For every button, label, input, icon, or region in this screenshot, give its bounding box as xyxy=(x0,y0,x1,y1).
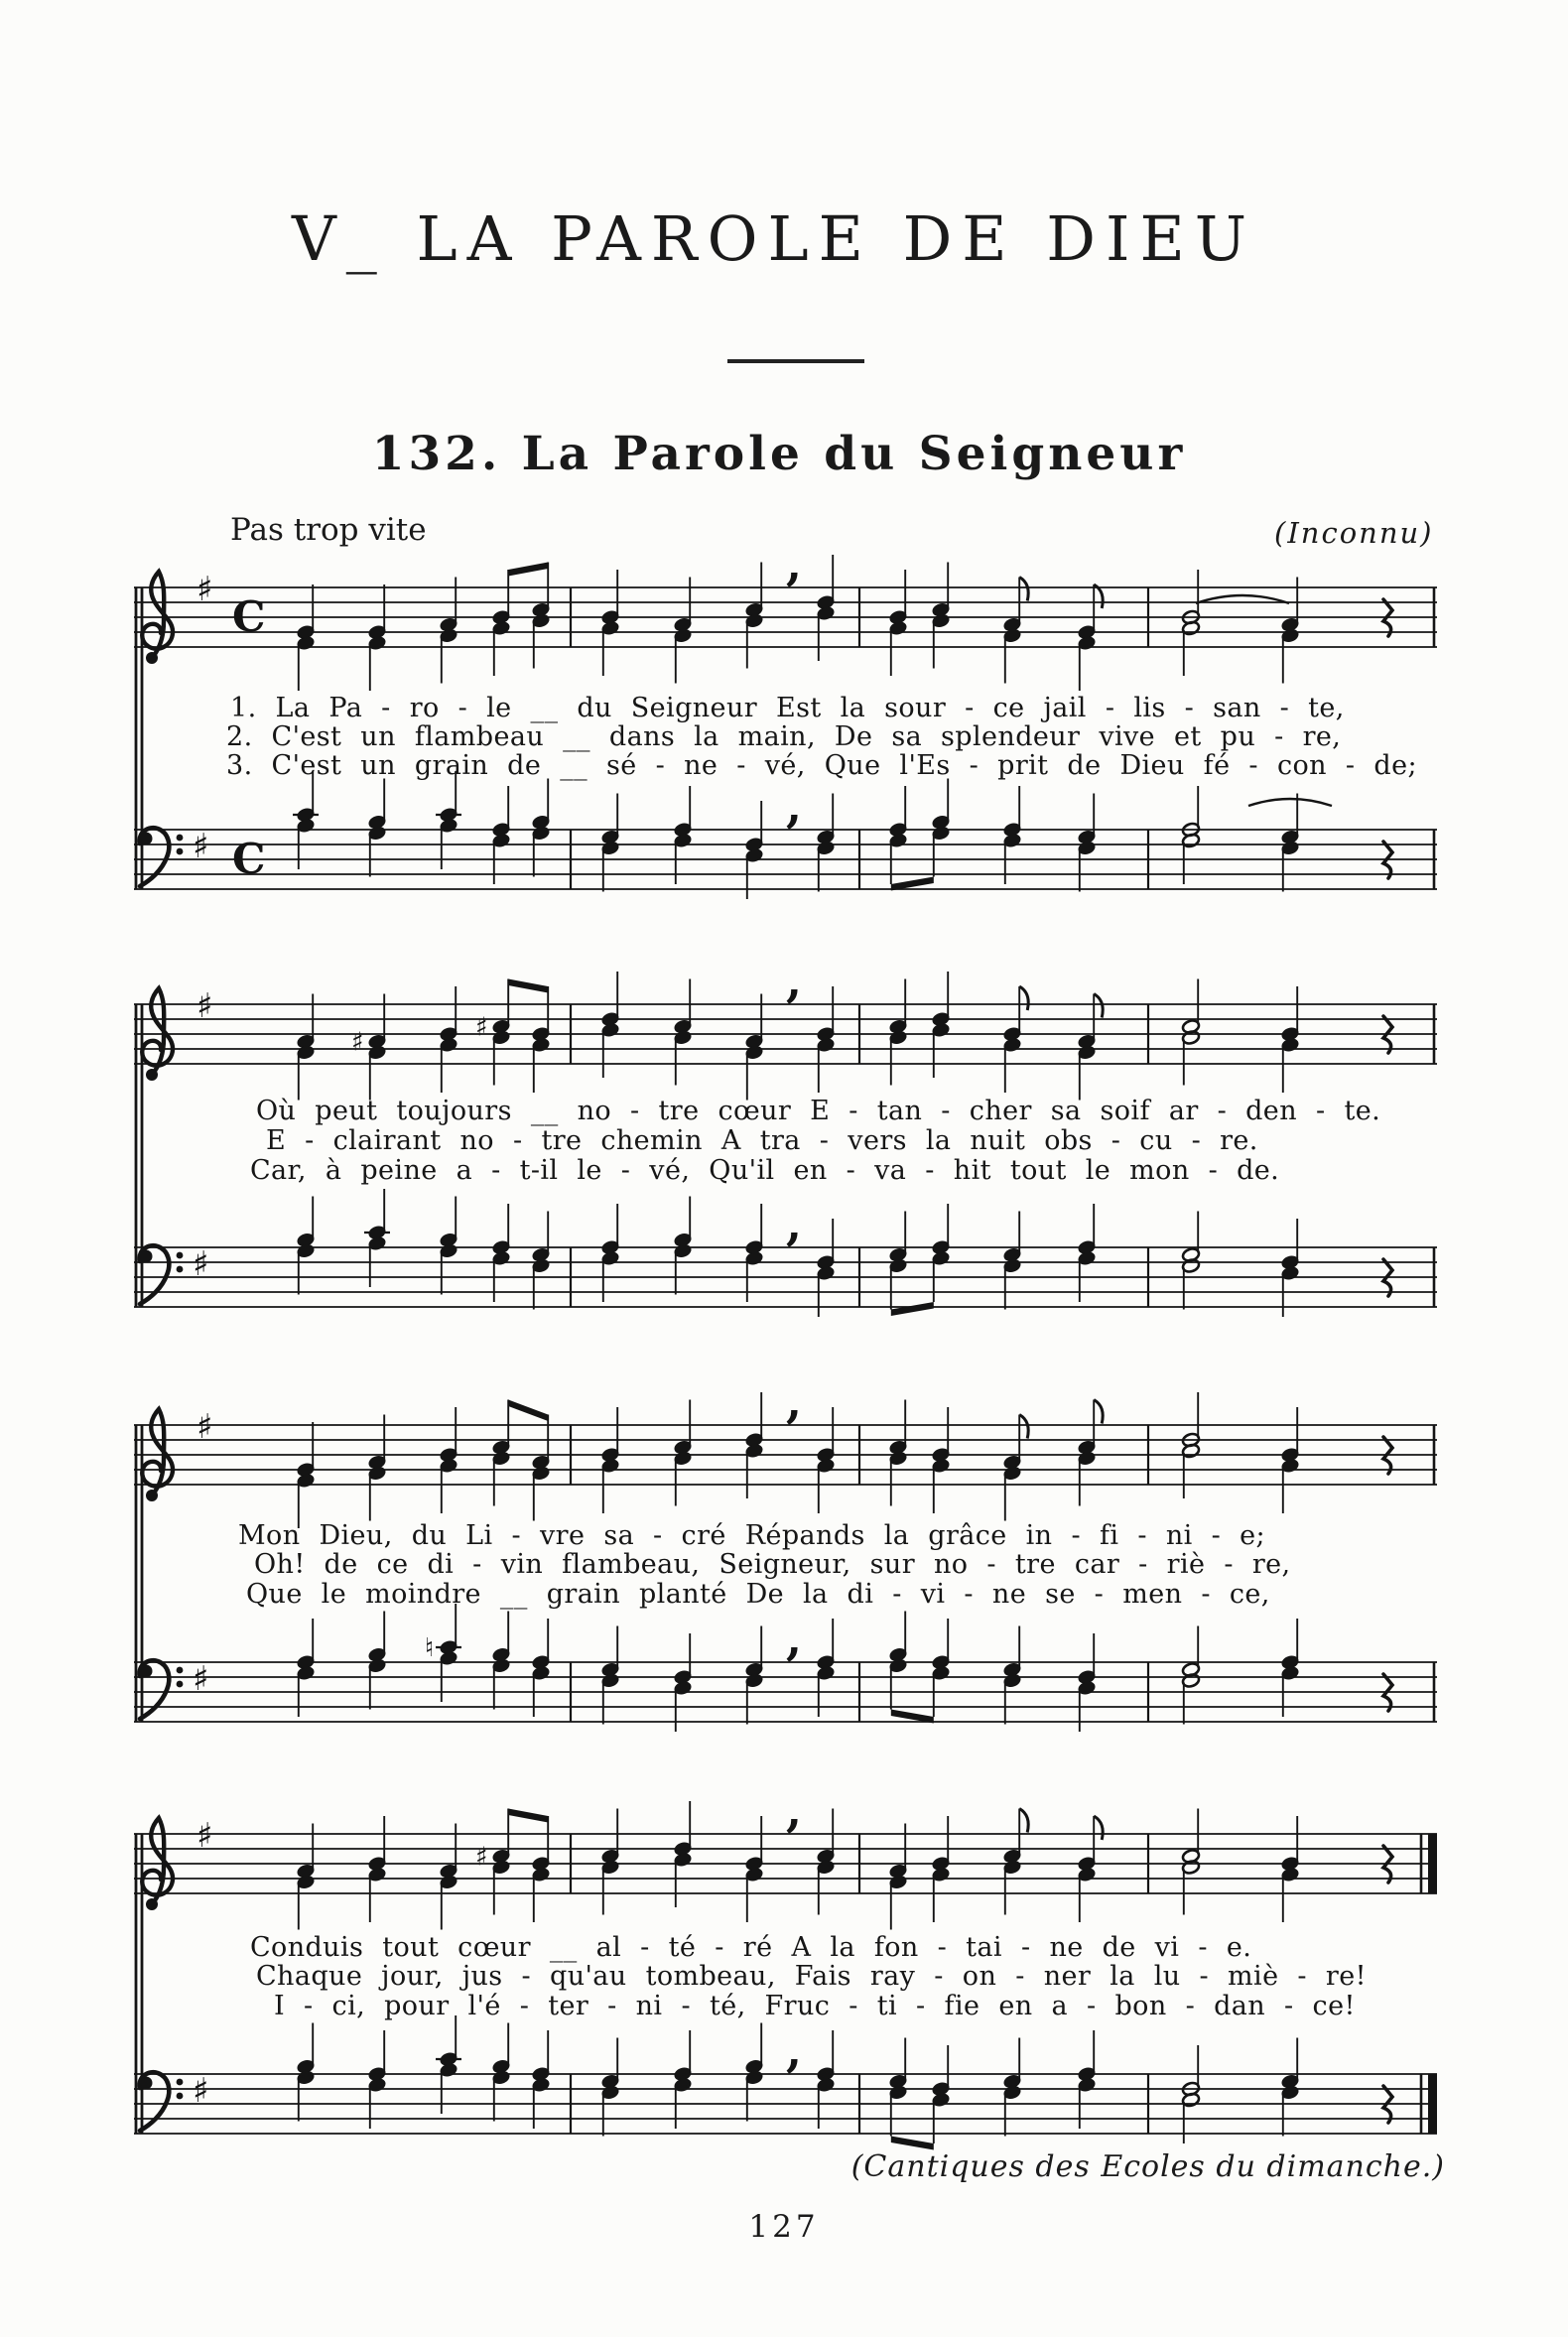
final-barline xyxy=(1428,2074,1437,2134)
treble-clef-icon xyxy=(142,988,173,1075)
lyric-line: Que le moindre __ grain planté De la di - vi - ne se - men - ce, xyxy=(246,1579,1270,1610)
eighth-flag-icon xyxy=(1094,1816,1103,1840)
lyric-line: 2. C'est un flambeau __ dans la main, De sa splendeur vive et pu - re, xyxy=(226,721,1342,752)
eighth-flag-icon xyxy=(1094,1400,1103,1424)
treble-clef-icon xyxy=(142,1818,173,1904)
breath-mark-icon: , xyxy=(786,2023,803,2077)
lyric-line: 3. C'est un grain de __ sé - ne - vé, Que l'Es - prit de Dieu fé - con - de; xyxy=(226,750,1417,781)
section-title: V_ LA PAROLE DE DIEU xyxy=(292,202,1256,275)
breath-mark-icon: , xyxy=(786,954,803,1007)
key-signature-sharp-icon: ♯ xyxy=(193,1244,209,1284)
lyric-line: I - ci, pour l'é - ter - ni - té, Fruc - ti - fie en a - bon - dan - ce! xyxy=(274,1991,1356,2021)
accidental-natural-icon: ♮ xyxy=(425,1633,435,1663)
final-barline xyxy=(1428,1834,1437,1893)
breath-mark-icon: , xyxy=(786,537,803,590)
time-signature-common: C xyxy=(232,592,266,641)
lyric-line: Oh! de ce di - vin flambeau, Seigneur, sur no - tre car - riè - re, xyxy=(254,1549,1291,1580)
beam xyxy=(508,1400,548,1422)
lyric-line: E - clairant no - tre chemin A tra - vers la nuit obs - cu - re. xyxy=(266,1125,1258,1156)
accidental-sharp-icon: ♯ xyxy=(351,1027,364,1058)
accidental-sharp-icon: ♯ xyxy=(475,1842,488,1873)
music-system-3 xyxy=(0,1373,1568,1770)
key-signature-sharp-icon: ♯ xyxy=(193,827,209,866)
key-signature-sharp-icon: ♯ xyxy=(193,2071,209,2111)
breath-mark-icon: , xyxy=(786,1374,803,1428)
treble-clef-icon xyxy=(142,572,173,658)
music-system-2 xyxy=(0,953,1568,1350)
breath-mark-icon: , xyxy=(786,1612,803,1665)
music-system-1 xyxy=(0,536,1568,943)
eighth-flag-icon xyxy=(1019,1415,1028,1439)
accidental-sharp-icon: ♯ xyxy=(475,1012,488,1043)
lyric-line: Mon Dieu, du Li - vre sa - cré Répands la grâce in - fi - ni - e; xyxy=(238,1520,1266,1551)
lyric-line: Conduis tout cœur __ al - té - ré A la fon - tai - ne de vi - e. xyxy=(250,1932,1252,1963)
tie-slur xyxy=(1248,799,1332,806)
page-number: 127 xyxy=(748,2209,820,2245)
breath-mark-icon: , xyxy=(786,1197,803,1250)
key-signature-sharp-icon: ♯ xyxy=(193,1659,209,1699)
eighth-flag-icon xyxy=(1019,986,1028,1010)
treble-clef-icon xyxy=(142,1409,173,1495)
breath-mark-icon: , xyxy=(786,779,803,833)
key-signature-sharp-icon: ♯ xyxy=(196,1816,213,1856)
tempo-marking: Pas trop vite xyxy=(230,512,427,548)
source-attribution: (Cantiques des Ecoles du dimanche.) xyxy=(850,2149,1445,2184)
eighth-flag-icon xyxy=(1019,1809,1028,1833)
lyric-line: Où peut toujours __ no - tre cœur E - tan - cher sa soif ar - den - te. xyxy=(256,1096,1381,1126)
beam xyxy=(508,1809,548,1823)
lyric-line: 1. La Pa - ro - le __ du Seigneur Est la sour - ce jail - lis - san - te, xyxy=(230,693,1345,723)
key-signature-sharp-icon: ♯ xyxy=(196,986,213,1026)
lyric-line: Car, à peine a - t-il le - vé, Qu'il en - va - hit tout le mon - de. xyxy=(250,1155,1280,1186)
eighth-flag-icon xyxy=(1019,578,1028,601)
time-signature-common: C xyxy=(232,835,266,883)
music-system-4 xyxy=(0,1782,1568,2179)
beam xyxy=(508,563,548,577)
composer-attribution: (Inconnu) xyxy=(1274,516,1434,550)
breath-mark-icon: , xyxy=(786,1783,803,1837)
beam xyxy=(508,979,548,993)
lyric-line: Chaque jour, jus - qu'au tombeau, Fais ray - on - ner la lu - miè - re! xyxy=(256,1961,1367,1992)
key-signature-sharp-icon: ♯ xyxy=(196,570,213,609)
key-signature-sharp-icon: ♯ xyxy=(196,1407,213,1447)
title-divider xyxy=(727,359,864,363)
beam xyxy=(891,1302,934,1316)
beam xyxy=(891,2137,934,2150)
hymn-title: 132. La Parole du Seigneur xyxy=(371,427,1187,481)
eighth-flag-icon xyxy=(1094,994,1103,1018)
